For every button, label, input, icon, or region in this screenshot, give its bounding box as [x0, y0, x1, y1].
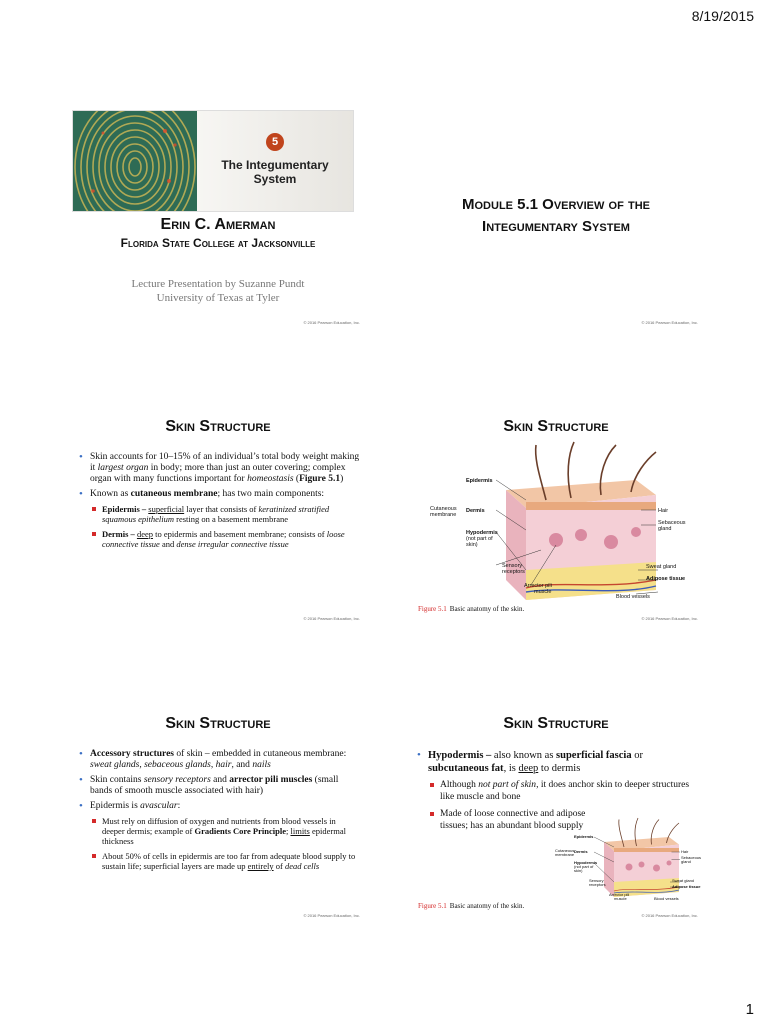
text-run: Made of loose connective and adipose tissues; has an abundant blood supply — [440, 809, 586, 831]
book-title-panel — [197, 111, 353, 211]
text-run: Known as — [90, 489, 131, 499]
bullet-item — [78, 801, 360, 812]
text-run: superficial — [148, 504, 185, 514]
fingerprint-image — [73, 111, 197, 212]
bullet-list — [78, 749, 360, 876]
copyright-note: © 2016 Pearson Education, Inc. — [641, 913, 698, 918]
label-sweat-gland: Sweat gland — [672, 878, 695, 883]
label-sebaceous-1: Sebaceous — [658, 520, 686, 526]
bullet-item — [78, 452, 360, 485]
text-run: Figure 5.1 — [299, 474, 341, 484]
text-run: entirely — [247, 861, 274, 871]
college-text: Florida State College at Jacksonville — [120, 236, 316, 250]
text-run: or — [631, 750, 643, 761]
slide-title — [68, 104, 368, 329]
text-run: limits — [290, 826, 310, 836]
text-run: (small bands of smooth muscle associated with hair) — [90, 775, 339, 796]
label-not-part-1: (not part of — [574, 864, 594, 869]
slide-title: Skin Structure — [503, 715, 609, 732]
text-run: to dermis — [538, 763, 581, 774]
sub-bullet-item — [78, 529, 360, 549]
text-run: and — [159, 539, 177, 549]
text-run: not part of skin — [478, 780, 537, 790]
text-run: , it does anchor skin to deeper structures like muscle and bone — [440, 780, 690, 802]
label-cutaneous-2: membrane — [555, 852, 575, 857]
text-run: in body; more than just an outer covering; complex organ with many functions important for — [90, 463, 346, 484]
bullet-item — [78, 489, 360, 500]
text-run: avascular — [140, 801, 178, 811]
text-run: subcutaneous fat — [428, 763, 504, 774]
label-arrector-1: Arrector pili — [609, 892, 630, 897]
bullet-item — [78, 749, 360, 771]
text-run: Must rely on diffusion of oxygen and nutrients from blood vessels in deeper dermis; example of — [102, 816, 336, 836]
label-arrector-2: muscle — [534, 589, 552, 595]
author-text: Erin C. Amerman — [160, 216, 276, 233]
text-run: layer that consists of — [184, 504, 259, 514]
label-sebaceous-1: Sebaceous — [681, 855, 702, 860]
figure-number: Figure 5.1 — [418, 902, 447, 910]
bullet-item — [78, 775, 360, 797]
text-run: Accessory structures — [90, 749, 174, 759]
label-adipose-tissue: Adipose tissue — [646, 576, 686, 582]
text-run: , is — [503, 763, 519, 774]
sub-bullet-item — [416, 779, 698, 803]
slide-title: Skin Structure — [165, 418, 271, 435]
text-run: dead cells — [284, 861, 320, 871]
text-run: sebaceous glands — [144, 760, 211, 770]
copyright-note: © 2016 Pearson Education, Inc. — [303, 913, 360, 918]
author-name — [68, 216, 368, 234]
text-run: epidermal thickness — [102, 826, 346, 846]
text-run: keratinized stratified squamous epithelium — [102, 504, 330, 524]
label-not-part-2: skin) — [574, 868, 583, 873]
text-run: Although — [440, 780, 479, 790]
slide-skin-structure-3 — [68, 697, 368, 922]
text-run: deep — [136, 529, 153, 539]
slide-skin-structure-4 — [406, 697, 706, 922]
text-run: cutaneous membrane — [130, 489, 218, 499]
text-run: : — [177, 801, 181, 811]
text-run: About 50% of cells in epidermis are too far from adequate blood supply to sustain life; superficial layers are made up — [102, 851, 356, 871]
label-sebaceous-2: gland — [658, 526, 672, 532]
label-sebaceous-2: gland — [681, 859, 691, 864]
label-sensory-2: receptors — [589, 882, 606, 887]
sub-bullet-item — [78, 504, 360, 524]
label-sensory-2: receptors — [502, 569, 525, 575]
epidermis-band — [526, 502, 656, 510]
text-run: also known as — [491, 750, 557, 761]
chapter-title-line1: The Integumentary — [221, 158, 329, 172]
label-cutaneous-1: Cutaneous — [555, 848, 575, 853]
skin-anatomy-figure-small — [554, 817, 704, 902]
label-arrector-1: Arrector pili — [524, 583, 552, 589]
text-run: Dermis – — [102, 529, 137, 539]
text-run: Hypodermis – — [428, 750, 492, 761]
label-sensory-1: Sensory — [589, 878, 604, 883]
text-run: ) — [340, 474, 344, 484]
figure-caption-text: Basic anatomy of the skin. — [449, 605, 525, 613]
bullet-list — [78, 452, 360, 554]
label-epidermis: Epidermis — [574, 834, 594, 839]
text-run: hair — [215, 760, 232, 770]
label-blood-vessels: Blood vessels — [654, 896, 679, 901]
slide-title-line2: Integumentary System — [482, 218, 630, 235]
text-run: ( — [293, 474, 300, 484]
text-run: sensory receptors — [143, 775, 211, 785]
text-run: to epidermis and basement membrane; consists of — [152, 529, 327, 539]
text-run: , — [139, 760, 145, 770]
lecture-line2: University of Texas at Tyler — [156, 292, 280, 304]
label-sweat-gland: Sweat gland — [646, 564, 677, 570]
sub-bullet-item — [78, 851, 360, 871]
text-run: largest organ — [97, 463, 149, 473]
skin-front — [506, 490, 526, 600]
text-run: Skin contains — [90, 775, 144, 785]
label-dermis: Dermis — [466, 508, 485, 514]
text-run: of — [273, 861, 285, 871]
label-dermis: Dermis — [574, 849, 588, 854]
label-not-part-1: (not part of — [466, 536, 493, 542]
lecture-line1: Lecture Presentation by Suzanne Pundt — [131, 278, 305, 290]
figure-caption — [418, 902, 524, 910]
text-run: ; — [285, 826, 291, 836]
label-hair: Hair — [681, 849, 689, 854]
slide-module-header — [406, 104, 706, 329]
slide-title: Skin Structure — [165, 715, 271, 732]
label-hypodermis: Hypodermis — [466, 530, 498, 536]
copyright-note: © 2016 Pearson Education, Inc. — [303, 616, 360, 621]
chapter-title — [197, 158, 353, 186]
label-not-part-2: skin) — [466, 542, 478, 548]
copyright-note: © 2016 Pearson Education, Inc. — [641, 616, 698, 621]
figure-caption — [418, 605, 524, 613]
label-cutaneous-1: Cutaneous — [430, 506, 457, 512]
page-date: 8/19/2015 — [691, 8, 754, 24]
text-run: , — [210, 760, 216, 770]
label-arrector-2: muscle — [614, 896, 627, 901]
text-run: and — [210, 775, 230, 785]
figure-caption-text: Basic anatomy of the skin. — [449, 902, 525, 910]
text-run: Epidermis is — [90, 801, 141, 811]
label-sensory-1: Sensory — [502, 563, 523, 569]
text-run: Epidermis – — [102, 504, 149, 514]
text-run: homeostasis — [247, 474, 294, 484]
bullet-item — [416, 749, 698, 775]
text-run: nails — [252, 760, 271, 770]
label-blood-vessels: Blood vessels — [616, 594, 650, 600]
text-run: of skin – embedded in cutaneous membrane: — [173, 749, 347, 759]
textbook-cover-image — [72, 110, 354, 212]
slide-skin-structure-2 — [406, 400, 706, 625]
text-run: loose connective tissue — [102, 529, 345, 549]
text-run: sweat glands — [90, 760, 140, 770]
label-hypodermis: Hypodermis — [574, 860, 598, 865]
chapter-title-line2: System — [253, 172, 297, 186]
chapter-number-badge: 5 — [266, 133, 284, 151]
text-run: arrector pili muscles — [229, 775, 313, 785]
text-run: ; has two main components: — [217, 489, 325, 499]
text-run: superficial fascia — [556, 750, 632, 761]
slide-title — [406, 194, 706, 238]
copyright-note: © 2016 Pearson Education, Inc. — [303, 320, 360, 325]
text-run: resting on a basement membrane — [174, 514, 289, 524]
slide-skin-structure-1 — [68, 400, 368, 625]
text-run: dense irregular connective tissue — [176, 539, 289, 549]
lecture-credit — [68, 277, 368, 305]
label-epidermis: Epidermis — [466, 478, 493, 484]
figure-number: Figure 5.1 — [418, 605, 447, 613]
sub-bullet-item — [78, 816, 360, 846]
label-cutaneous-2: membrane — [430, 512, 457, 518]
copyright-note: © 2016 Pearson Education, Inc. — [641, 320, 698, 325]
label-adipose-tissue: Adipose tissue — [672, 884, 701, 889]
text-run: Skin accounts for 10–15% of an individual’s total body weight making it — [90, 452, 360, 473]
label-hair: Hair — [658, 508, 669, 514]
college-name — [68, 236, 368, 250]
text-run: Gradients Core Principle — [194, 826, 286, 836]
slide-title: Skin Structure — [503, 418, 609, 435]
text-run: deep — [518, 763, 539, 774]
slide-title-line1: Module 5.1 Overview of the — [462, 196, 650, 213]
skin-anatomy-figure — [406, 440, 706, 610]
page-number: 1 — [745, 1001, 754, 1018]
text-run: , and — [231, 760, 253, 770]
